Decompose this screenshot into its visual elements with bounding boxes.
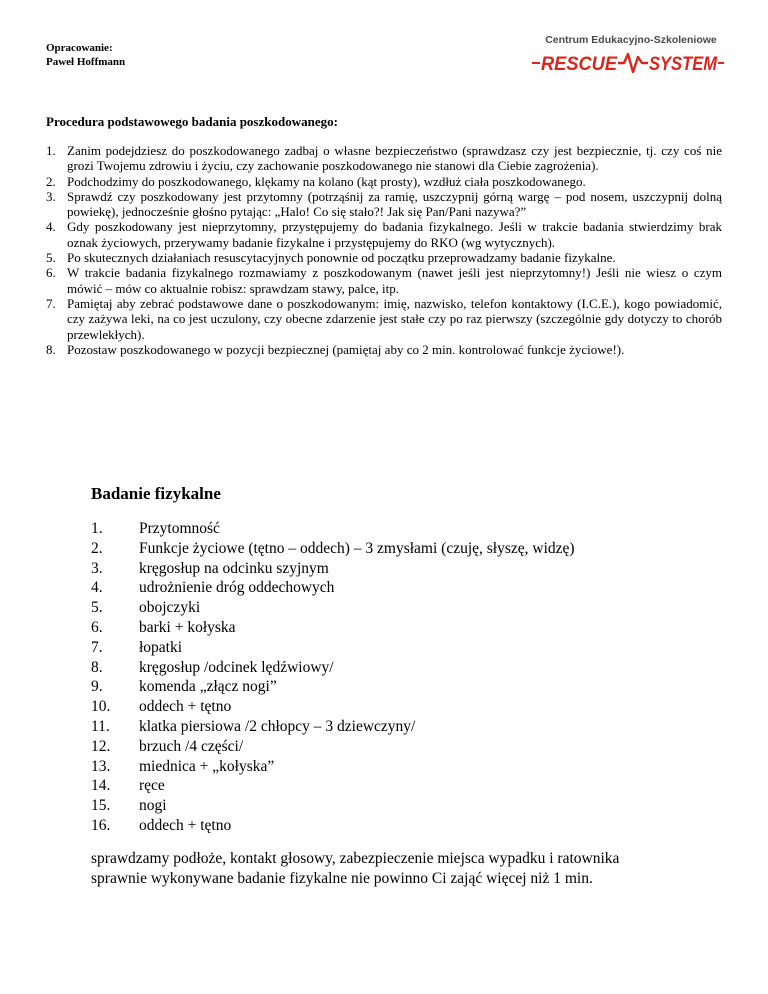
procedure-step [46, 342, 722, 357]
procedure-step-number: 6. [46, 265, 56, 281]
exam-title: Badanie fizykalne [91, 484, 221, 503]
procedure-step-text: Gdy poszkodowany jest nieprzytomny, przystępujemy do badania fizykalnego. Jeśli w trakcie badania stwierdzimy brak oznak życiowych, przerywamy badanie fizykalne i przystępujemy do RKO (wg wytycznych). [67, 219, 722, 250]
exam-item-number: 3. [91, 559, 103, 577]
exam-item-number: 6. [91, 618, 103, 636]
procedure-step-text: Podchodzimy do poszkodowanego, klękamy na kolano (kąt prosty), wzdłuż ciała poszkodowanego. [67, 173, 586, 189]
exam-item-number: 12. [91, 737, 111, 755]
exam-item [91, 776, 575, 796]
logo-word-rescue: RESCUE [541, 54, 619, 75]
exam-item-number: 7. [91, 638, 103, 656]
procedure-step-text: W trakcie badania fizykalnego rozmawiamy z poszkodowanym (nawet jeśli jest nieprzytomny!) Jeśli nie wiesz o czym mówić – mów co aktualnie robisz: sprawdzam stawy, palce, itp. [67, 265, 722, 296]
exam-item-text: ręce [139, 777, 165, 795]
exam-item-number: 16. [91, 816, 111, 834]
logo-wordmark [532, 51, 724, 75]
procedure-step-text: Sprawdź czy poszkodowany jest przytomny (potrząśnij za ramię, uszczypnij górną wargę – pod nosem, uszczypnij dolną powiekę), jednocześnie głośno pytając: „Halo! Co się stało?! Jak się Pan/Pani nazywa?” [67, 188, 722, 220]
procedure-step-text: Zanim podejdziesz do poszkodowanego zadbaj o własne bezpieczeństwo (sprawdzasz czy jest bezpiecznie, tj. czy coś nie grozi Twojemu zdrowiu i życiu, czy zachowanie poszkodowanego nie stanowi dla Ciebie zagrożenia). [67, 143, 722, 174]
exam-item [91, 697, 575, 717]
exam-item-text: Funkcje życiowe (tętno – oddech) – 3 zmysłami (czuję, słyszę, widzę) [139, 539, 575, 557]
exam-item [91, 737, 575, 757]
exam-item [91, 796, 575, 816]
exam-item [91, 519, 575, 539]
procedure-step-number: 4. [46, 219, 56, 235]
exam-item-text: obojczyki [139, 599, 201, 617]
exam-items-list [91, 519, 575, 836]
procedure-step [46, 219, 722, 250]
exam-item-number: 14. [91, 777, 111, 795]
exam-item-text: komenda „złącz nogi” [139, 678, 277, 696]
exam-item-text: miednica + „kołyska” [139, 757, 275, 775]
exam-item [91, 618, 575, 638]
exam-item-number: 2. [91, 539, 103, 557]
procedure-step-text: Po skutecznych działaniach resuscytacyjnych ponownie od początku przeprowadzamy badanie fizykalne. [67, 250, 616, 266]
procedure-steps-list [46, 143, 722, 357]
exam-item-number: 5. [91, 599, 103, 617]
exam-item-text: klatka piersiowa /2 chłopcy – 3 dziewczyny/ [139, 717, 416, 735]
exam-item-text: oddech + tętno [139, 816, 232, 834]
exam-item-text: kręgosłup /odcinek lędźwiowy/ [139, 658, 334, 676]
procedure-step-number: 7. [46, 295, 56, 311]
exam-item [91, 757, 575, 777]
procedure-step-number: 3. [46, 188, 56, 204]
exam-item-text: brzuch /4 części/ [139, 737, 244, 755]
final-note-line-1: sprawdzamy podłoże, kontakt głosowy, zabezpieczenie miejsca wypadku i ratownika [91, 850, 620, 867]
procedure-step [46, 143, 722, 174]
exam-item [91, 559, 575, 579]
procedure-title: Procedura podstawowego badania poszkodowanego: [46, 114, 338, 129]
procedure-step [46, 265, 722, 296]
exam-item [91, 717, 575, 737]
procedure-step-number: 1. [46, 143, 56, 158]
exam-item-text: kręgosłup na odcinku szyjnym [139, 559, 329, 577]
exam-item [91, 539, 575, 559]
procedure-step [46, 189, 722, 220]
exam-item [91, 816, 575, 836]
procedure-step-text: Pamiętaj aby zebrać podstawowe dane o poszkodowanym: imię, nazwisko, telefon kontaktowy (I.C.E.), kogo powiadomić, czy zażywa leki, na co jest uczulony, czy obecne zdarzenie jest stałe czy po raz pierwszy (szczególnie gdy dotyczy to chorób przewlekłych). [67, 295, 722, 342]
author-block [46, 41, 125, 69]
exam-item-number: 1. [91, 520, 103, 537]
procedure-step-number: 5. [46, 250, 56, 266]
exam-item-text: barki + kołyska [139, 618, 236, 636]
exam-item [91, 638, 575, 658]
procedure-step-number: 8. [46, 341, 56, 357]
rescue-system-logo [526, 34, 726, 82]
exam-item-number: 4. [91, 579, 103, 597]
procedure-step [46, 250, 722, 265]
exam-item-number: 15. [91, 797, 111, 815]
procedure-step [46, 174, 722, 189]
procedure-step [46, 296, 722, 342]
procedure-step-text: Pozostaw poszkodowanego w pozycji bezpiecznej (pamiętaj aby co 2 min. kontrolować funkcje życiowe!). [67, 341, 625, 357]
logo-caption: Centrum Edukacyjno-Szkoleniowe [545, 34, 717, 46]
exam-item-text: oddech + tętno [139, 698, 232, 716]
exam-item-text: łopatki [139, 638, 183, 656]
exam-item [91, 578, 575, 598]
final-note-line-2: sprawnie wykonywane badanie fizykalne nie powinno Ci zająć więcej niż 1 min. [91, 869, 593, 887]
exam-item-number: 11. [91, 717, 110, 735]
exam-item-number: 9. [91, 678, 103, 696]
exam-item-number: 13. [91, 757, 111, 775]
logo-word-system: SYSTEM [649, 54, 719, 75]
exam-item-text: Przytomność [139, 520, 220, 537]
exam-item [91, 658, 575, 678]
author-label: Opracowanie: [46, 42, 113, 54]
author-name: Paweł Hoffmann [46, 56, 126, 68]
exam-item-number: 8. [91, 658, 103, 676]
exam-item-text: nogi [139, 797, 167, 815]
ekg-line-icon [532, 51, 724, 75]
exam-item [91, 598, 575, 618]
exam-item [91, 677, 575, 697]
procedure-step-number: 2. [46, 173, 56, 189]
exam-item-number: 10. [91, 698, 111, 716]
exam-item-text: udrożnienie dróg oddechowych [139, 579, 335, 597]
final-note [91, 849, 731, 888]
